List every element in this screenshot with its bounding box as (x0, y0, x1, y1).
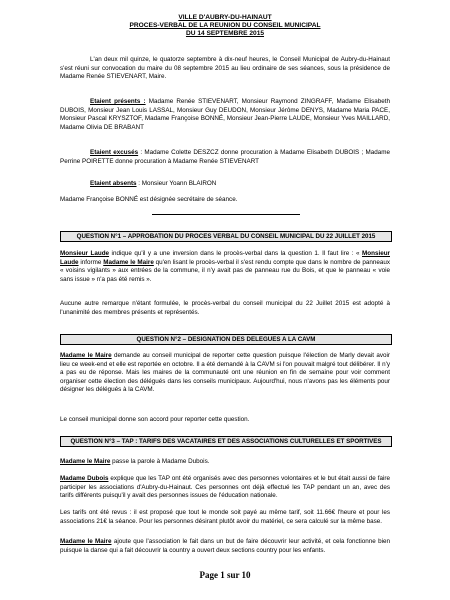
question-3-heading: QUESTION N°3 – TAP : TARIFS DES VACATAIRES ET DES ASSOCIATIONS CULTURELLES ET SPORTIVES (60, 436, 392, 447)
document-date: DU 14 SEPTEMBRE 2015 (185, 30, 265, 37)
question-1-paragraph-1 (60, 250, 390, 284)
question-2-paragraph-1 (60, 352, 390, 395)
secretary-paragraph: Madame Françoise BONNÉ est désignée secrétaire de séance. (60, 196, 238, 203)
speaker-name: Madame le Maire (60, 352, 112, 359)
speaker-name: Monsieur Laude (60, 250, 110, 257)
speaker-name: Madame le Maire (60, 538, 112, 545)
question-1-paragraph-2: Aucune autre remarque n'étant formulée, le procès-verbal du conseil municipal du 22 Juillet 2015 est adopté à l'unanimité des membres présents et représentés. (60, 300, 390, 316)
text-run: demande au conseil municipal de reporter cette question puisque l'élection de Marly devait avoir lieu ce week-end et elle est reportée en octobre. Il a été demandé à la CAVM si l'on pouvait malgré tout délibérer. Il n'y a pas eu de réponse. Mais les maires de la communauté ont une réunion en fin de semaine pour voir comment organiser cette élection des délégués dans les conseils municipaux. Aujourd'hui, nous n'avons pas les éléments pour désigner les délégués à la CAVM. (60, 352, 390, 394)
speaker-name: Monsieur Laude (60, 250, 390, 266)
question-3-paragraph-4 (60, 538, 390, 555)
absents-label: Etaient absents (90, 180, 137, 187)
text-run: explique que les TAP ont été organisés avec des personnes volontaires et le but était aussi de faire participer les associations d'Aubry-du-Hainaut. Ces personnes ont déjà effectué les TAP pendant un an, avec des tarifs différents puisqu'il y avait des personnes issues de l'éducation nationale. (60, 475, 390, 500)
question-1-heading: QUESTION N°1 – APPROBATION DU PROCES VERBAL DU CONSEIL MUNICIPAL DU 22 JUILLET 2015 (60, 231, 392, 242)
intro-paragraph: L'an deux mil quinze, le quatorze septembre à dix-neuf heures, le Conseil Municipal de Aubry-du-Hainaut s'est réuni sur convocation du maire du 08 septembre 2015 au lieu ordinaire de ses séances, sous la présidence de Madame Renée STIEVENART, Maire. (60, 56, 390, 81)
absents-paragraph (60, 180, 390, 189)
presents-paragraph (60, 98, 390, 132)
absents-text: : Monsieur Yoann BLAIRON (136, 180, 217, 187)
text-run: informe (78, 258, 104, 266)
text-run: qu'en lisant le procès-verbal il s'est rendu compte que dans le nombre de panneaux « voisins vigilants » aux entrées de la commune, il n'y avait pas de panneau rue du Bois, et que le panneau « voie sans issue » n'a pas été remis ». (60, 258, 390, 283)
speaker-name: Madame le Maire (103, 258, 154, 266)
presents-text: Madame Renée STIEVENART, Monsieur Raymond ZINGRAFF, Madame Elisabeth DUBOIS, Monsieur Jean Louis LASSAL, Monsieur Guy DEUDON, Monsieur Jérôme DENYS, Madame Maria PACE, Monsieur Pascal KRYSZTOF, Madame Françoise BONNÉ, Monsieur Jean-Pierre LAUDE, Monsieur Yves MAILLARD, Madame Olivia DE BRABANT (60, 98, 390, 131)
commune-title: VILLE D'AUBRY-DU-HAINAUT (178, 14, 272, 21)
excuses-label: Etaient excusés (90, 149, 139, 156)
document-title: PROCES-VERBAL DE LA REUNION DU CONSEIL MUNICIPAL (129, 22, 321, 29)
page-number: Page 1 sur 10 (199, 570, 251, 580)
question-2-paragraph-2: Le conseil municipal donne son accord pour reporter cette question. (60, 416, 250, 423)
separator-line (152, 214, 300, 215)
excuses-text: : Madame Colette DESZCZ donne procuration à Madame Elisabeth DUBOIS ; Madame Perrine POIRETTE donne procuration à Madame Renée STIEVENART (60, 149, 390, 165)
presents-label: Etaient présents : (90, 98, 146, 105)
question-2-heading: QUESTION N°2 – DESIGNATION DES DELEGUES A LA CAVM (60, 334, 392, 345)
text-run: passe la parole à Madame Dubois. (110, 458, 210, 465)
question-3-paragraph-1 (60, 458, 390, 467)
speaker-name: Madame Dubois (60, 475, 109, 482)
text-run: indique qu'il y a une inversion dans le procès-verbal dans la question 1. Il faut lire : « (109, 250, 362, 257)
question-3-paragraph-3: Les tarifs ont été revus : il est proposé que tout le monde soit payé au même tarif, soit 11.66€ l'heure et pour les associations 21€ la séance. Pour les personnes désirant plutôt avoir du matériel, ce sera calculé sur la même base. (60, 509, 390, 525)
speaker-name: Madame le Maire (60, 458, 111, 465)
question-3-paragraph-2 (60, 475, 390, 501)
text-run: ajoute que l'association le fait dans un but de faire découvrir leur activité, et cela fonctionne bien puisque la danse qui a fait découvrir la country a ouvert deux sections country pour les enfants. (60, 538, 390, 554)
excuses-paragraph (60, 149, 390, 166)
